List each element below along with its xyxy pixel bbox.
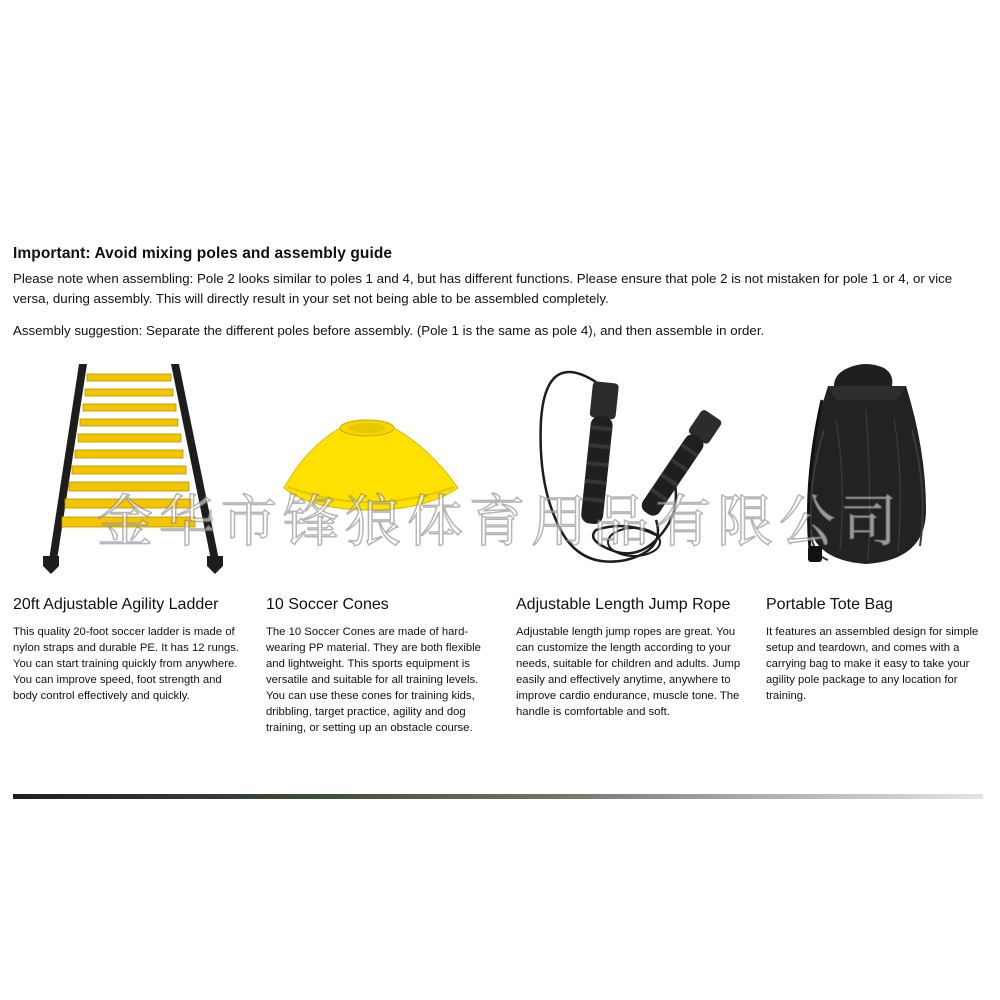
notice-body: Please note when assembling: Pole 2 looks similar to poles 1 and 4, but has different functions. Please ensure that pole 2 is not mistaken for pole 1 or 4, or vice versa, during assembly. This will directly result in your set not being able to be assembled completely. [13,271,953,306]
product-title: 20ft Adjustable Agility Ladder [13,596,219,613]
product-description: The 10 Soccer Cones are made of hard-wearing PP material. They are both flexible and lightweight. This sports equipment is versatile and suitable for all training levels. You can use these cones for training kids, dribbling, target practice, agility and dog training, or setting up an obstacle course. [266,626,481,734]
product-description: This quality 20-foot soccer ladder is made of nylon straps and durable PE. It has 12 rungs. You can start training quickly from anywhere. You can improve speed, foot strength and body control effectively and quickly. [13,626,240,702]
product-title: Adjustable Length Jump Rope [516,596,731,613]
product-card-soccer-cones [266,360,496,736]
product-description: It features an assembled design for simple setup and teardown, and comes with a carrying bag to make it easy to take your agility pole package to any location for training. [766,626,979,702]
notice-heading: Important: Avoid mixing poles and assembly guide [13,245,393,262]
bottom-image-strip [13,794,983,799]
product-description: Adjustable length jump ropes are great. You can customize the length according to your needs, suitable for children and adults. Jump easily and effectively anytime, anywhere to improve cardio endurance, muscle tone. The handle is comfortable and soft. [516,626,741,718]
product-title: 10 Soccer Cones [266,596,389,613]
product-card-jump-rope [516,360,746,720]
company-watermark: 金华市锋狼体育用品有限公司 [97,490,903,555]
soccer-cone-image [266,360,496,582]
assembly-suggestion: Assembly suggestion: Separate the different poles before assembly. (Pole 1 is the same as pole 4), and then assemble in order. [13,323,765,338]
tote-bag-image [766,360,996,582]
product-card-agility-ladder [13,360,243,704]
product-card-tote-bag [766,360,996,704]
jump-rope-image [516,360,746,582]
assembly-notice [13,243,988,341]
agility-ladder-image [13,360,243,582]
product-title: Portable Tote Bag [766,596,893,613]
